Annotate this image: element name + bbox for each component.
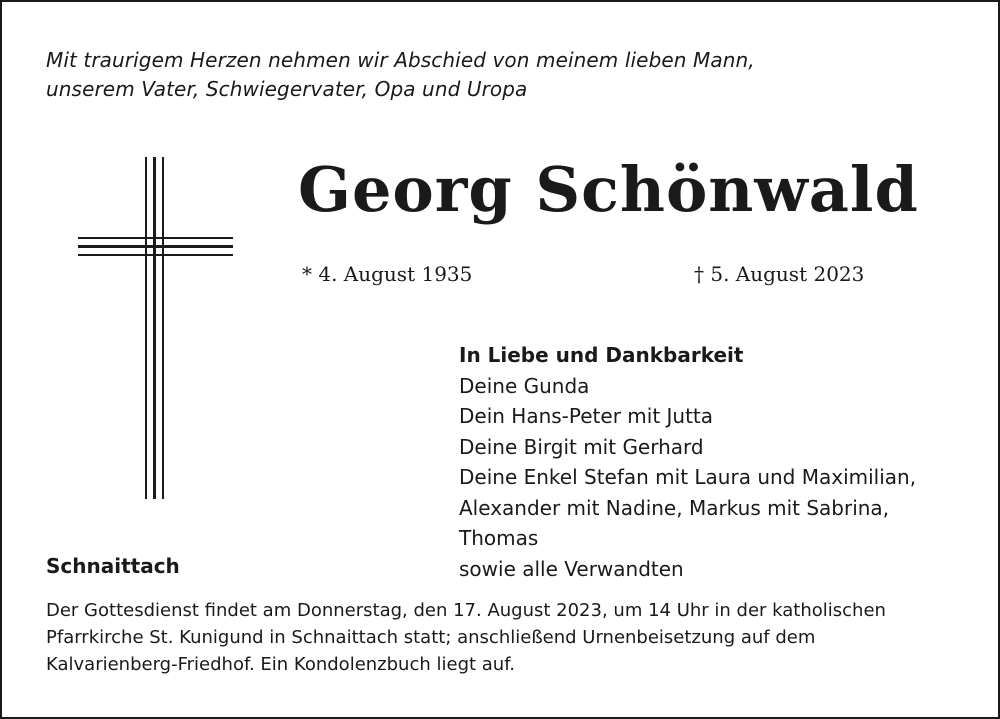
signer-line: Alexander mit Nadine, Markus mit Sabrina, [459,495,890,520]
signer-line: Deine Gunda [459,373,590,398]
cross-icon [78,157,233,499]
signer-line: Thomas [459,526,539,550]
service-info [46,597,886,678]
signer-line: Deine Birgit mit Gerhard [459,434,704,459]
signers-heading: In Liebe und Dankbarkeit [459,343,744,367]
signer-line: sowie alle Verwandten [459,556,684,581]
intro-line: Mit traurigem Herzen nehmen wir Abschied von meinem lieben Mann, [46,48,755,72]
birth-date: * 4. August 1935 [302,262,473,286]
service-line: Pfarrkirche St. Kunigund in Schnaittach statt; anschließend Urnenbeisetzung auf dem [46,627,816,648]
place-name: Schnaittach [46,554,180,578]
death-date: † 5. August 2023 [694,262,865,286]
service-line: Der Gottesdienst findet am Donnerstag, den 17. August 2023, um 14 Uhr in der katholischen [46,600,886,621]
signers-block [459,340,916,584]
signer-line: Deine Enkel Stefan mit Laura und Maximilian, [459,465,917,489]
intro-line: unserem Vater, Schwiegervater, Opa und Uropa [46,77,528,101]
service-line: Kalvarienberg-Friedhof. Ein Kondolenzbuch liegt auf. [46,654,515,675]
deceased-name: Georg Schönwald [298,153,919,226]
signer-line: Dein Hans-Peter mit Jutta [459,404,714,428]
intro-text [46,46,755,104]
